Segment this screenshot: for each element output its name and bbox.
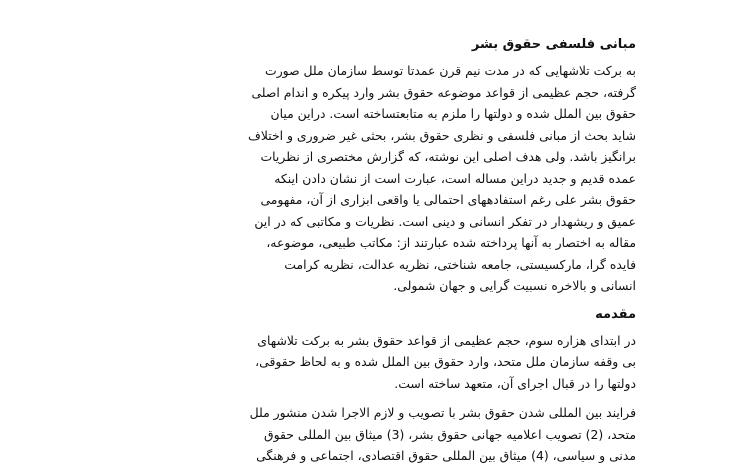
text-line: فرایند بین المللی شدن حقوق بشر با تصویب و لازم الاجرا شدن منشور ملل — [249, 405, 636, 420]
text-line: حقوق بین الملل شده و دولتها را ملزم به متابعتساخته است. دراین میان — [270, 106, 636, 121]
intro-paragraph — [110, 60, 636, 297]
text-line: عمده قدیم و جدید دراین مساله است، عبارت است از نشان دادن اینکه — [274, 170, 636, 186]
text-line: فایده گرا، مارکسیستی، جامعه شناختی، نظریه عدالت، نظریه کرامت — [284, 256, 636, 272]
text-line: مقاله به اختصار به آنها پرداخته شده عبارتند از: مکاتب طبیعی، موضوعه، — [266, 235, 636, 250]
section-heading: مقدمه — [595, 306, 636, 322]
text-line: شاید بحث از مبانی فلسفی و نظری حقوق بشر، بحثی غیر ضروری و اختلاف — [247, 127, 636, 143]
text-line: در ابتدای هزاره سوم، حجم عظیمی از قواعد حقوق بشر به برکت تلاشهای — [257, 332, 636, 348]
section-paragraph-1 — [110, 330, 636, 395]
document-page — [110, 34, 636, 467]
text-line: بی وقفه سازمان ملل متحد، وارد حقوق بین الملل شده و به لحاظ حقوقی، — [255, 354, 636, 369]
text-line: دولتها را در قبال اجرای آن، متعهد ساخته است. — [394, 375, 636, 391]
document-title: مبانی فلسفی حقوق بشر — [471, 37, 636, 52]
section-paragraph-2 — [110, 402, 636, 467]
text-line: مدنی و سیاسی، (4) میثاق بین المللی حقوق اقتصادی، اجتماعی و فرهنگی — [256, 448, 636, 463]
text-line: متحد، (2) تصویب اعلامیه جهانی حقوق بشر، (3) میثاق بین المللی حقوق — [264, 426, 636, 442]
text-line: عمیق و ریشهدار در تفکر انسانی و دینی است. نظریات و مکاتبی که در این — [254, 213, 636, 229]
text-line: گرفته، حجم عظیمی از قواعد موضوعه حقوق بشر وارد پیکره و اندام اصلی — [251, 84, 636, 100]
text-line: برانگیز باشد. ولی هدف اصلی این نوشته، که گزارش مختصری از نظریات — [260, 149, 636, 164]
text-line: انسانی و بالاخره نسبیت گرایی و جهان شمولی. — [393, 278, 636, 293]
text-line: به برکت تلاشهایی که در مدت نیم قرن عمدتا توسط سازمان ملل صورت — [265, 63, 636, 78]
text-line: حقوق بشر علی رغم استفادههای احتمالی یا واقعی ابزاری از آن، مفهومی — [260, 192, 636, 207]
